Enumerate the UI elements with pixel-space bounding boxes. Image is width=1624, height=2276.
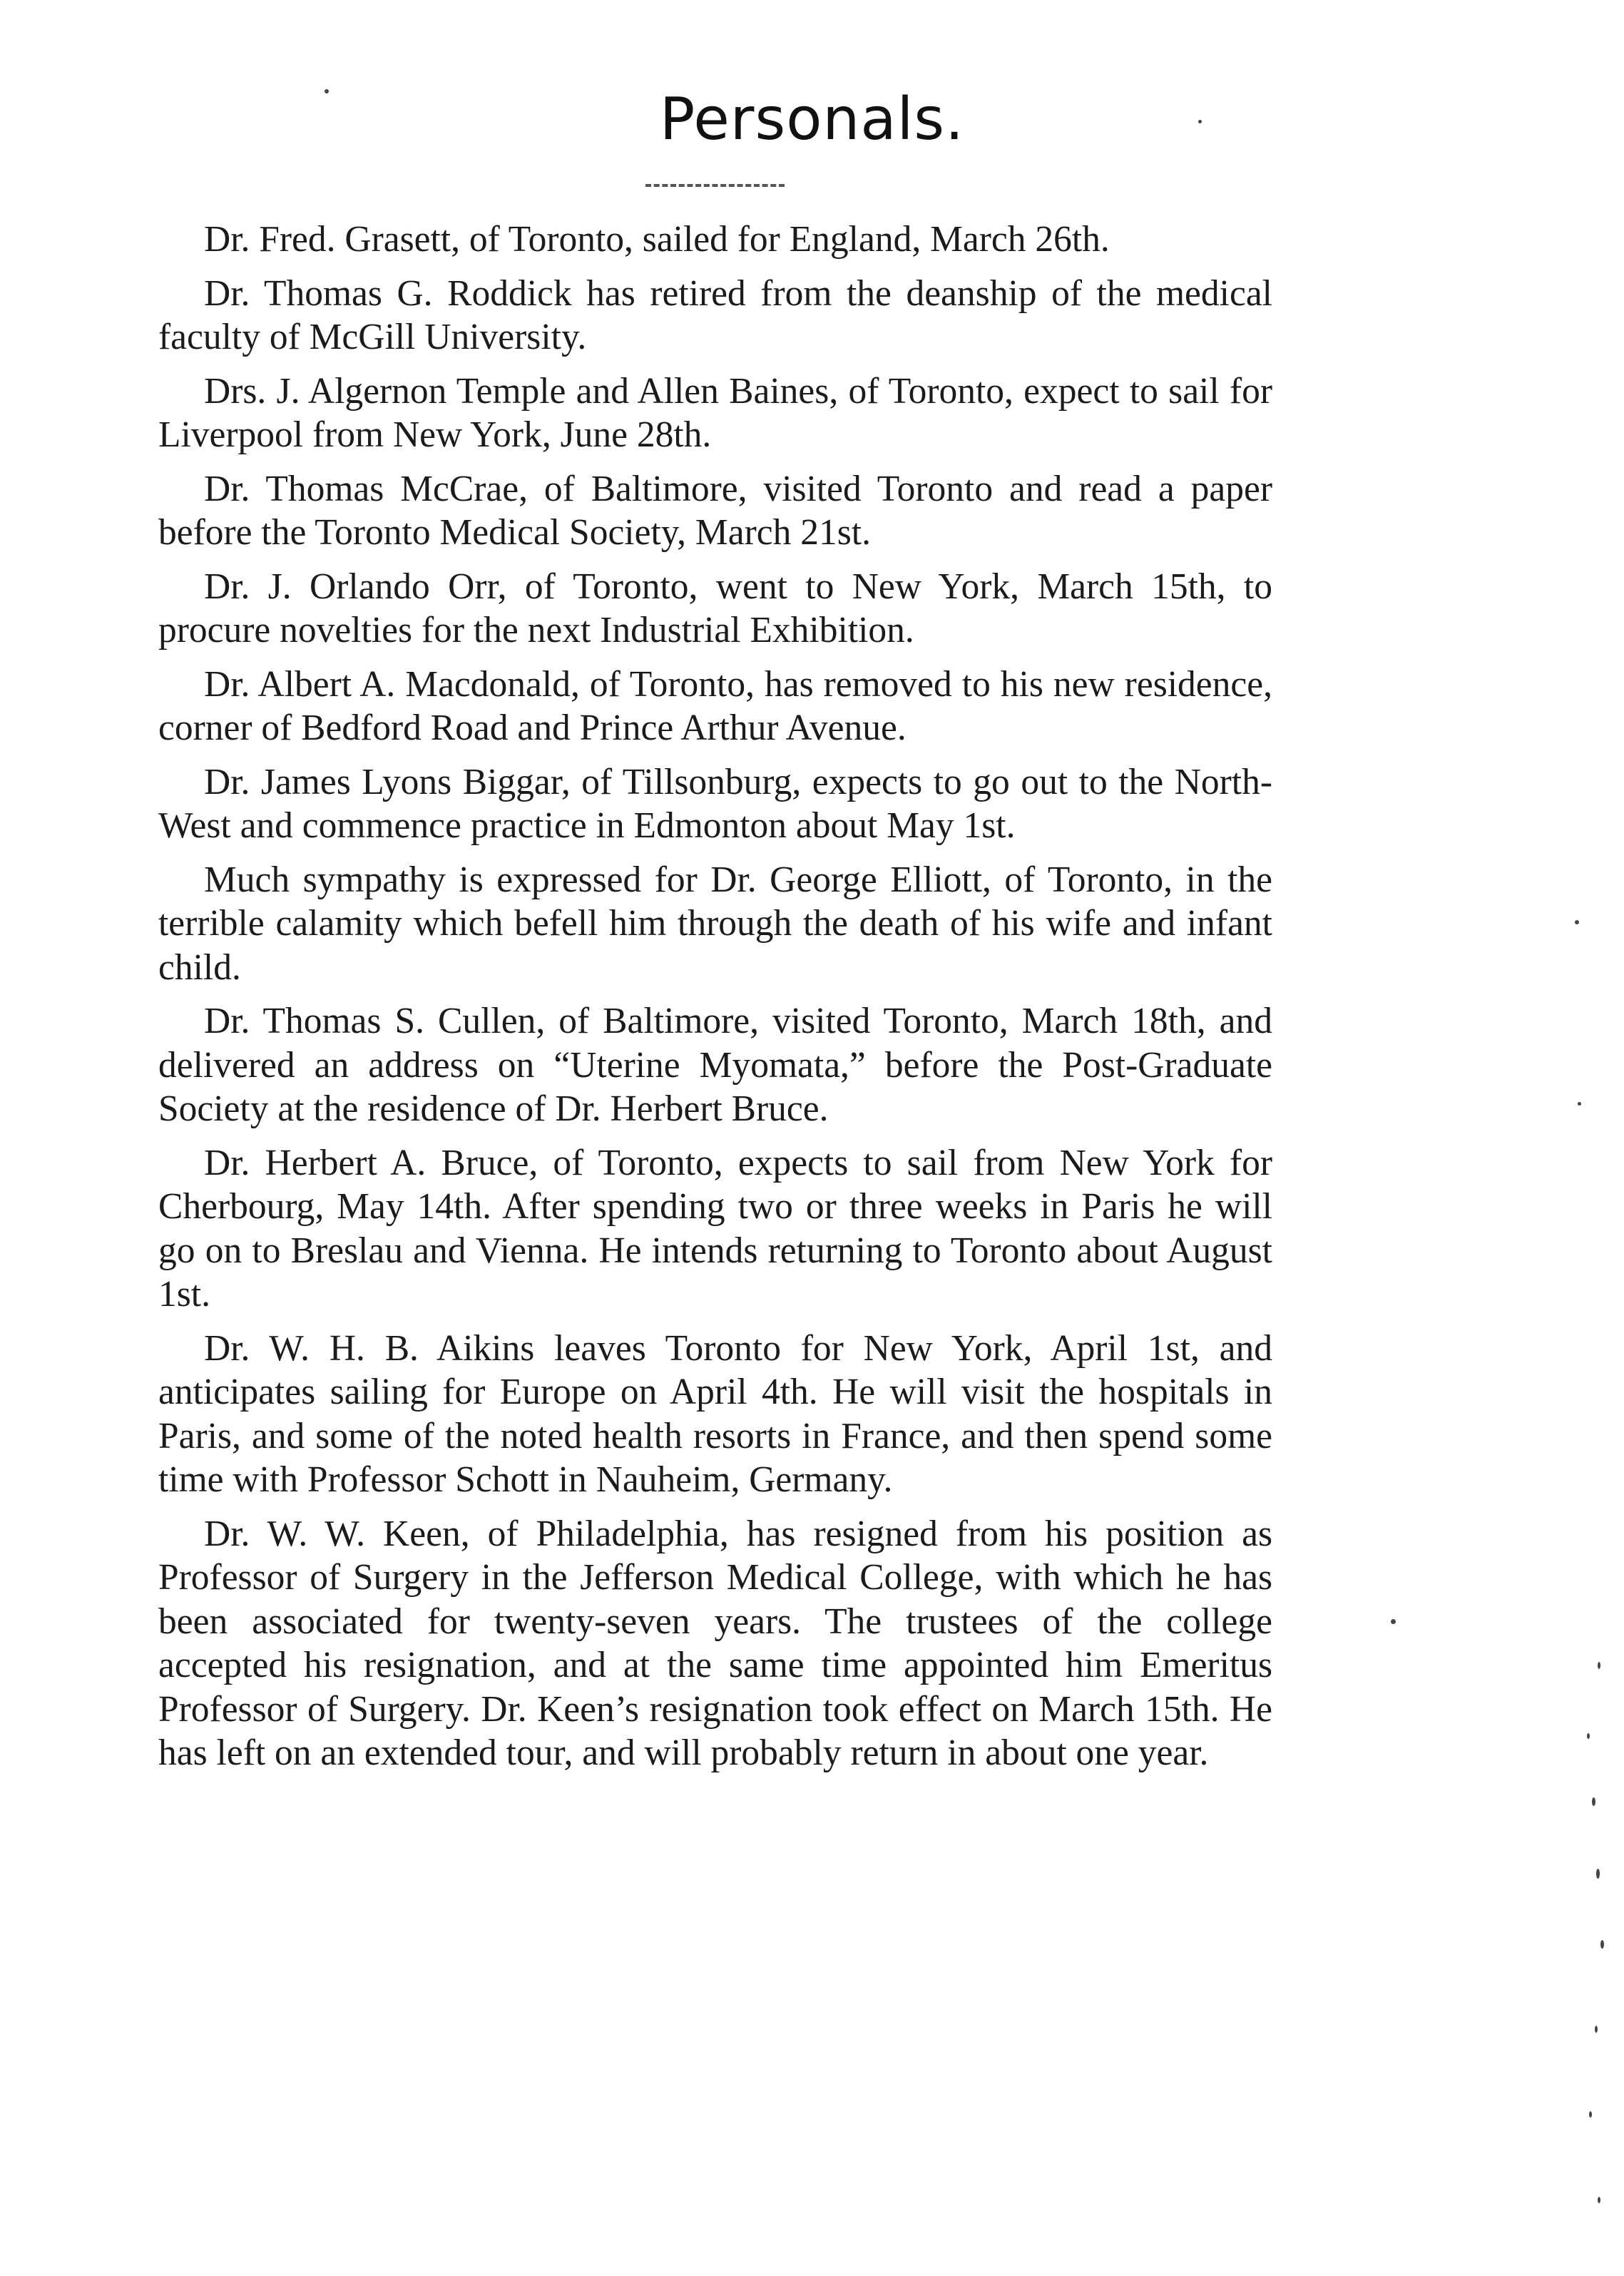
scan-speck xyxy=(1587,1733,1590,1739)
scan-speck xyxy=(1391,1619,1396,1624)
paragraph-keen: Dr. W. W. Keen, of Philadelphia, has resigned from his position as Professor of Surgery in the Jefferson Medical College, with which he has been associated for twenty-seven years. The trustees of the college accepted his resignation, and at the same time appointed him Emeritus Professor of Surgery. Dr. Keen’s resignation took effect on March 15th. He has left on an extended tour, and will probably return in about one year. xyxy=(158,1513,1272,1773)
scan-speck xyxy=(1595,2026,1598,2033)
paragraph-grasett: Dr. Fred. Grasett, of Toronto, sailed for England, March 26th. xyxy=(204,219,1110,260)
scan-speck xyxy=(1589,2111,1592,2118)
paragraph-cullen: Dr. Thomas S. Cullen, of Baltimore, visited Toronto, March 18th, and delivered an address on “Uterine Myomata,” before the Post-Graduate Society at the residence of Dr. Herbert Bruce. xyxy=(158,1001,1272,1129)
paragraph-mccrae: Dr. Thomas McCrae, of Baltimore, visited Toronto and read a paper before the Toronto Medical Society, March 21st. xyxy=(158,468,1272,553)
title-divider xyxy=(645,184,785,187)
paragraph-biggar: Dr. James Lyons Biggar, of Tillsonburg, expects to go out to the North-West and commence practice in Edmonton about May 1st. xyxy=(158,761,1272,846)
scan-speck xyxy=(1600,1940,1604,1949)
scan-speck xyxy=(1578,1102,1581,1106)
scan-speck xyxy=(1598,1662,1600,1669)
paragraph-bruce: Dr. Herbert A. Bruce, of Toronto, expects to sail from New York for Cherbourg, May 14th. After spending two or three weeks in Paris he will go on to Breslau and Vienna. He intends returning to Toronto about August 1st. xyxy=(158,1142,1272,1315)
paragraph-roddick: Dr. Thomas G. Roddick has retired from the deanship of the medical faculty of McGill University. xyxy=(158,272,1272,357)
scan-speck xyxy=(1198,120,1202,123)
page-title: Personals. xyxy=(659,86,965,153)
paragraph-elliott: Much sympathy is expressed for Dr. George Elliott, of Toronto, in the terrible calamity which befell him through the death of his wife and infant child. xyxy=(158,859,1272,988)
paragraph-macdonald: Dr. Albert A. Macdonald, of Toronto, has removed to his new residence, corner of Bedford Road and Prince Arthur Avenue. xyxy=(158,663,1272,748)
paragraph-aikins: Dr. W. H. B. Aikins leaves Toronto for New York, April 1st, and anticipates sailing for Europe on April 4th. He will visit the hospitals in Paris, and some of the noted health resorts in France, and then spend some time with Professor Schott in Nauheim, Germany. xyxy=(158,1327,1272,1500)
scan-speck xyxy=(1596,1869,1600,1879)
paragraph-orr: Dr. J. Orlando Orr, of Toronto, went to New York, March 15th, to procure novelties for the next Industrial Exhibition. xyxy=(158,566,1272,650)
scan-speck xyxy=(1575,920,1579,924)
scan-speck xyxy=(1592,1797,1595,1806)
scan-speck xyxy=(1598,2197,1600,2203)
paragraph-temple-baines: Drs. J. Algernon Temple and Allen Baines, of Toronto, expect to sail for Liverpool from New York, June 28th. xyxy=(158,370,1272,455)
scan-speck xyxy=(325,89,329,93)
personals-column xyxy=(158,218,1272,1785)
